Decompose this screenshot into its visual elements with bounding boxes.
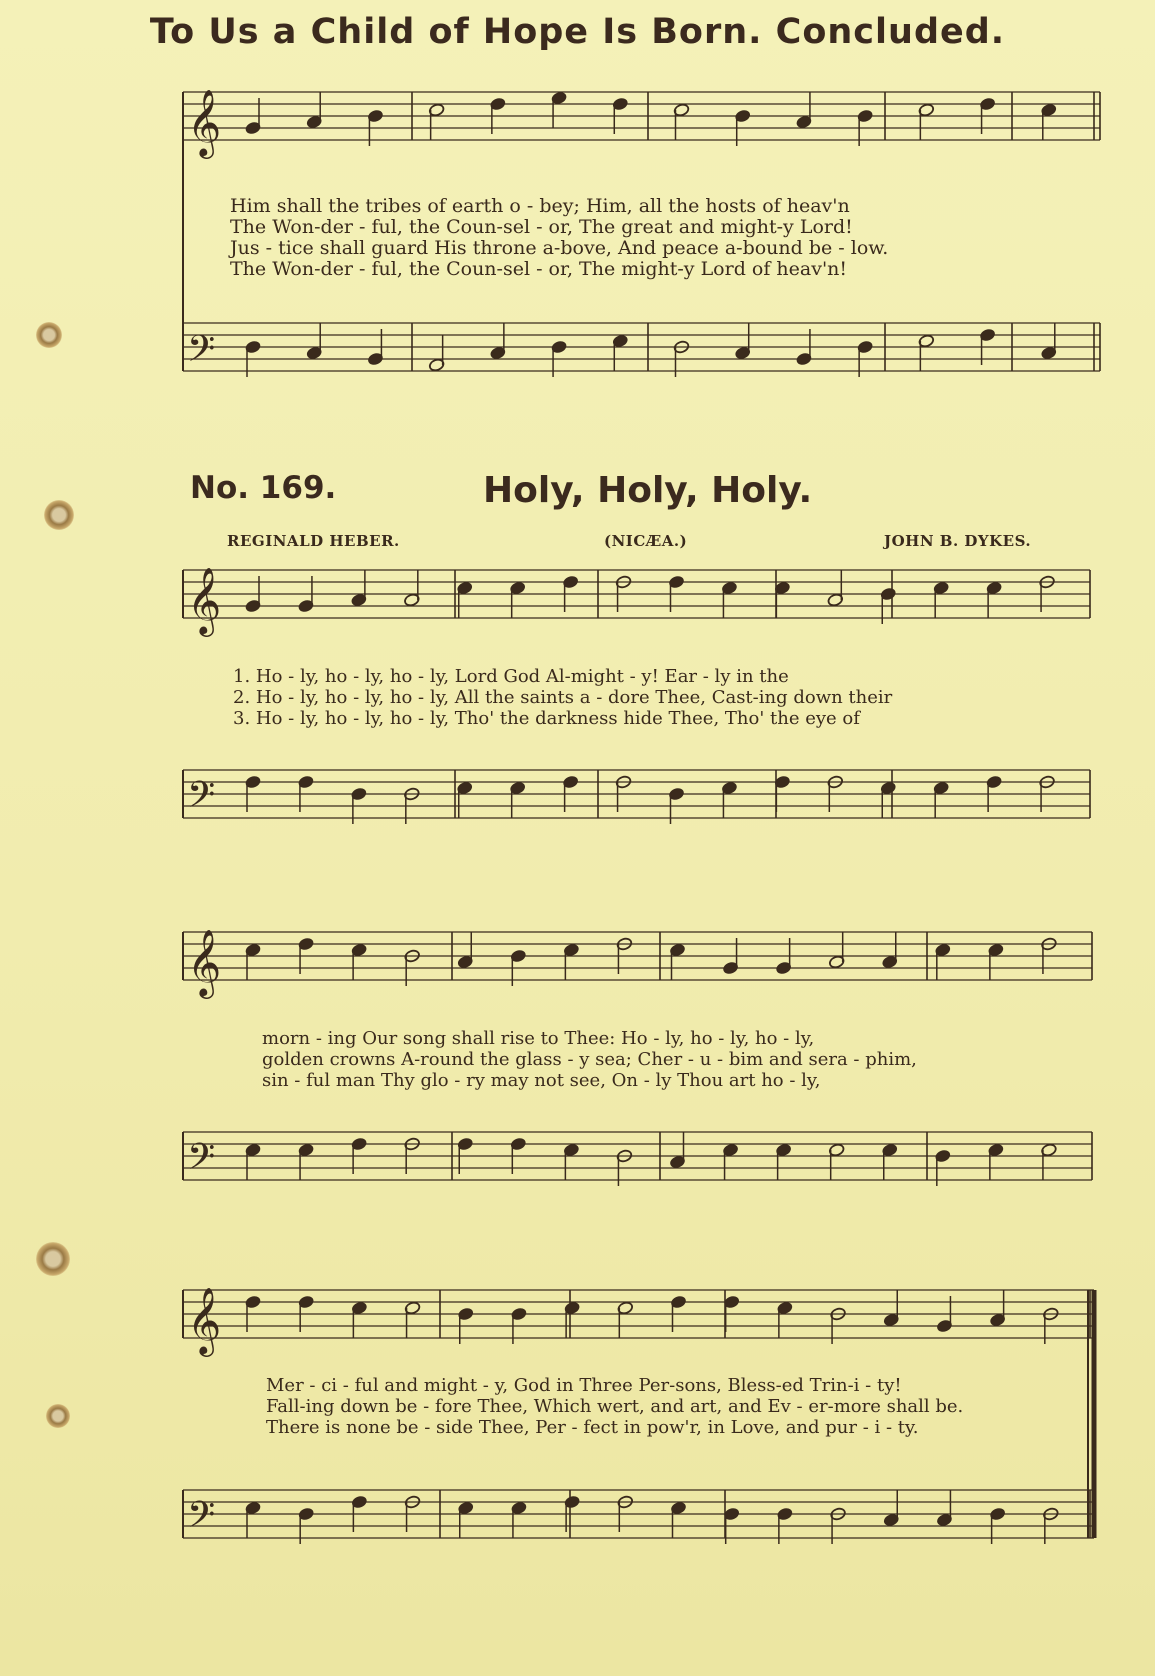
bass-clef: 𝄢	[187, 328, 216, 379]
lyric-line: There is none be - side Thee, Per - fect in pow'r, in Love, and pur - i - ty.	[266, 1417, 919, 1438]
treble-clef: 𝄞	[187, 1286, 222, 1354]
system1-lyrics	[233, 666, 892, 729]
composer-credit: JOHN B. DYKES.	[884, 532, 1032, 550]
continuation-title: To Us a Child of Hope Is Born. Concluded.	[149, 12, 1006, 52]
lyric-line: golden crowns A-round the glass - y sea; Cher - u - bim and sera - phim,	[262, 1049, 917, 1070]
tune-name: (NICÆA.)	[604, 532, 688, 550]
lyric-line: Him shall the tribes of earth o - bey; Him, all the hosts of heav'n	[230, 195, 850, 217]
bass-clef: 𝄢	[187, 774, 216, 825]
bass-clef: 𝄢	[187, 1136, 216, 1187]
hymn-number: No. 169.	[190, 470, 337, 506]
lyric-line: sin - ful man Thy glo - ry may not see, On - ly Thou art ho - ly,	[262, 1070, 821, 1091]
lyric-line: Mer - ci - ful and might - y, God in Three Per-sons, Bless-ed Trin-i - ty!	[266, 1375, 902, 1396]
treble-clef: 𝄞	[187, 928, 222, 996]
lyric-line: 2. Ho - ly, ho - ly, ho - ly, All the saints a - dore Thee, Cast-ing down their	[233, 687, 893, 708]
lyric-line: The Won-der - ful, the Coun-sel - or, The might-y Lord of heav'n!	[230, 258, 848, 280]
hymn-title: Holy, Holy, Holy.	[483, 470, 813, 511]
bass-clef: 𝄢	[187, 1494, 216, 1545]
system3-lyrics	[266, 1375, 963, 1438]
treble-clef: 𝄞	[187, 566, 222, 634]
treble-clef: 𝄞	[187, 88, 222, 156]
lyric-line: 1. Ho - ly, ho - ly, ho - ly, Lord God Al-might - y! Ear - ly in the	[233, 666, 789, 687]
system2-lyrics	[262, 1028, 917, 1091]
lyric-line: Fall-ing down be - fore Thee, Which wert, and art, and Ev - er-more shall be.	[266, 1396, 964, 1417]
concluded-lyrics	[230, 196, 888, 280]
author-credit: REGINALD HEBER.	[227, 532, 400, 550]
lyric-line: Jus - tice shall guard His throne a-bove, And peace a-bound be - low.	[230, 237, 889, 259]
lyric-line: 3. Ho - ly, ho - ly, ho - ly, Tho' the darkness hide Thee, Tho' the eye of	[233, 708, 860, 729]
lyric-line: morn - ing Our song shall rise to Thee: Ho - ly, ho - ly, ho - ly,	[262, 1028, 815, 1049]
lyric-line: The Won-der - ful, the Coun-sel - or, The great and might-y Lord!	[230, 216, 853, 238]
